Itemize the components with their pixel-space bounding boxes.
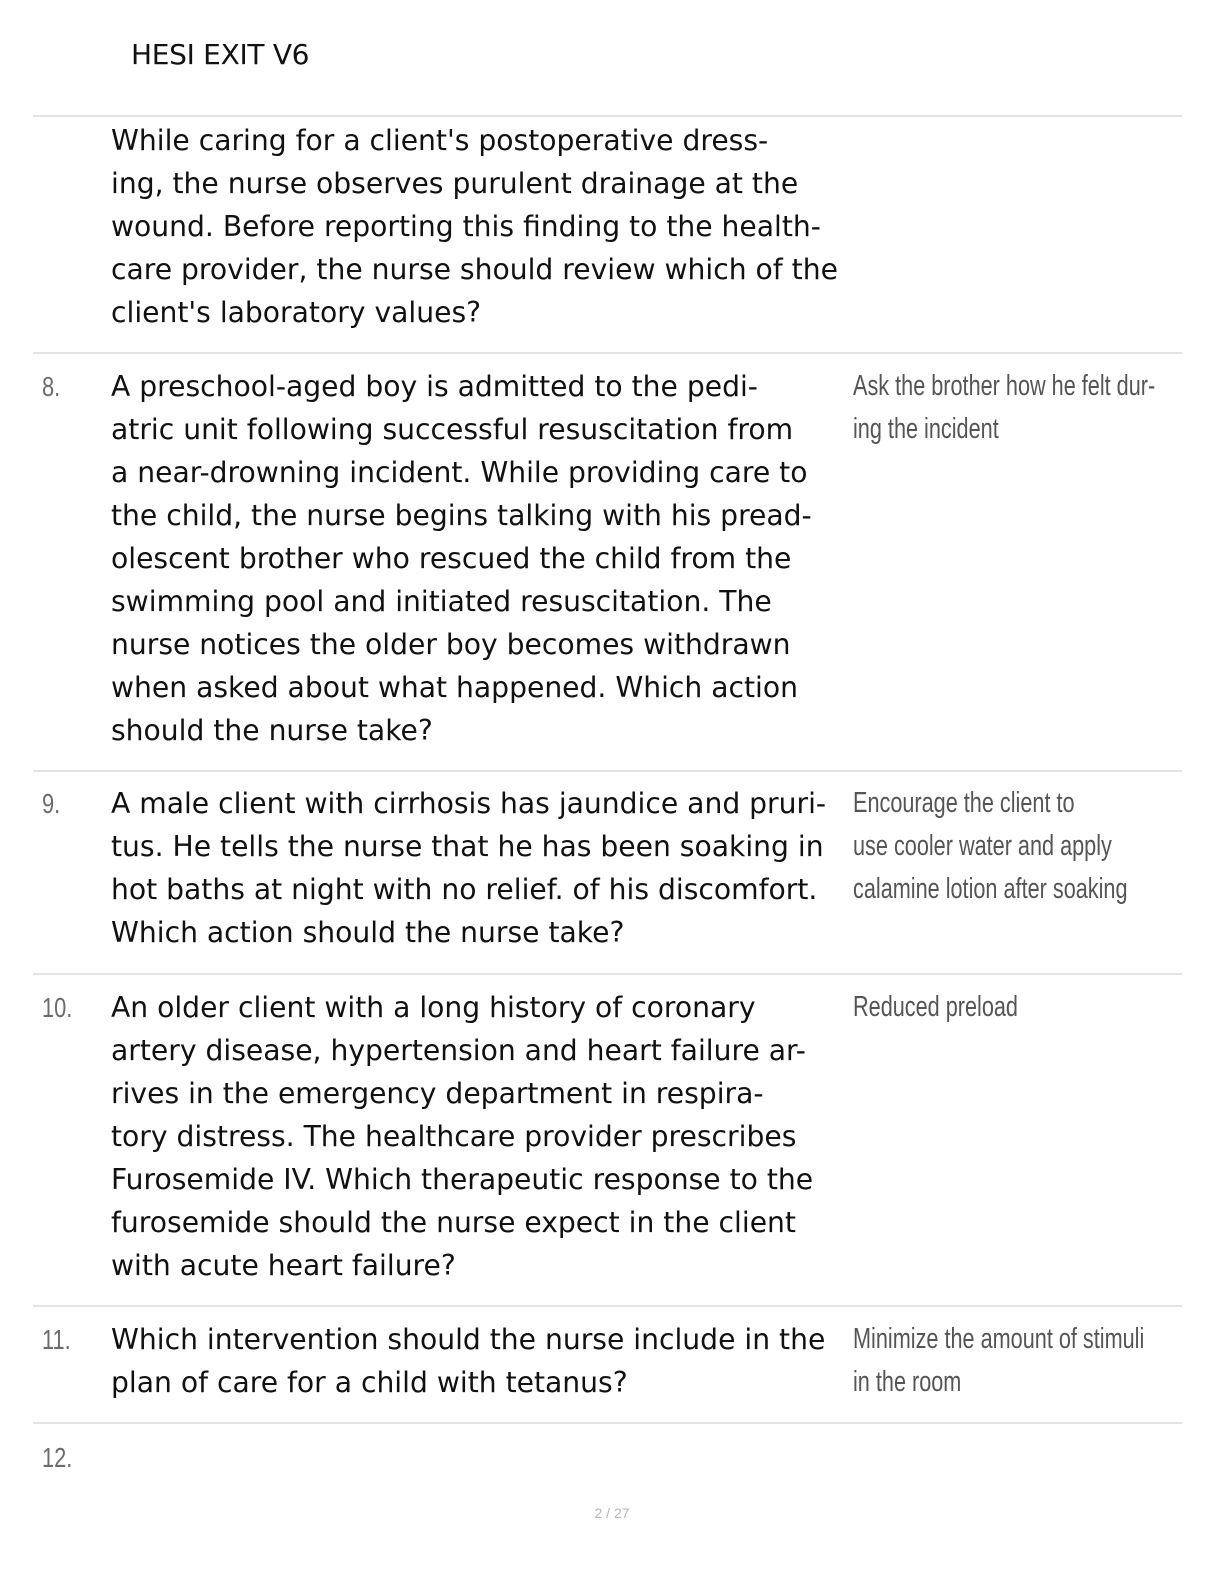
question-10-number: 10. (42, 992, 73, 1023)
question-8-text: A preschool-aged boy is admitted to the pedi- atric unit following successful resuscitation from a near-drowning incident. While providing care to the child, the nurse begins talking with his pread- olescent brother who rescued the child from the swimming pool and initiated resuscitation. The nurse notices the older boy becomes withdrawn when asked about what happened. Which action should the nurse take? (111, 370, 812, 747)
divider (33, 973, 1182, 975)
divider (33, 115, 1182, 117)
question-10-text: An older client with a long history of coronary artery disease, hypertension and heart failure ar- rives in the emergency department in respira- tory distress. The healthcare provider prescribes Furosemide IV. Which therapeutic response to the furosemide should the nurse expect in the client with acute heart failure? (111, 991, 814, 1282)
divider (33, 1305, 1182, 1307)
question-8-answer: Ask the brother how he felt dur- ing the incident (853, 370, 1156, 445)
page-number: 2 / 27 (594, 1505, 630, 1521)
document-title: HESI EXIT V6 (131, 38, 310, 71)
question-9-text: A male client with cirrhosis has jaundice and pruri- tus. He tells the nurse that he has been soaking in hot baths at night with no relief. of his discomfort. Which action should the nurse take? (111, 787, 827, 949)
question-12-number: 12. (42, 1442, 73, 1473)
question-10-answer: Reduced preload (853, 991, 1018, 1023)
question-8-number: 8. (42, 371, 61, 402)
divider (33, 770, 1182, 772)
divider (33, 1422, 1182, 1424)
question-9-answer: Encourage the client to use cooler water and apply calamine lotion after soaking (853, 787, 1128, 905)
question-11-number: 11. (42, 1324, 71, 1355)
question-11-answer: Minimize the amount of stimuli in the room (853, 1323, 1145, 1398)
divider (33, 352, 1182, 354)
question-11-text: Which intervention should the nurse include in the plan of care for a child with tetanus? (111, 1323, 826, 1399)
question-9-number: 9. (42, 788, 61, 819)
question-7-text: While caring for a client's postoperative dress- ing, the nurse observes purulent drainage at the wound. Before reporting this finding to the health- care provider, the nurse should review which of the client's laboratory values? (111, 124, 838, 329)
